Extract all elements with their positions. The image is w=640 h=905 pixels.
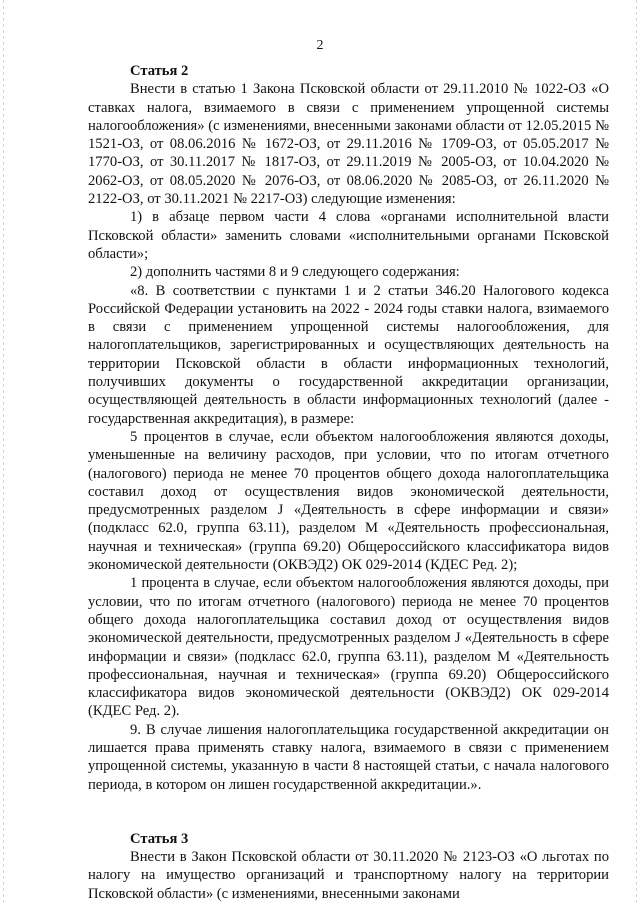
- scan-edge-left: [3, 0, 4, 905]
- article-2-paragraph: Внести в статью 1 Закона Псковской области от 29.11.2010 № 1022-ОЗ «О ставках налога, взимаемого в связи с применением упрощенной системы налогообложения» (с изменениями, внесенными законами области от 12.05.2015 № 1521-ОЗ, от 08.06.2016 № 1672-ОЗ, от 29.11.2016 № 1709-ОЗ, от 05.05.2017 № 1770-ОЗ, от 30.11.2017 № 1817-ОЗ, от 29.11.2019 № 2005-ОЗ, от 10.04.2020 № 2062-ОЗ, от 08.05.2020 № 2076-ОЗ, от 08.06.2020 № 2085-ОЗ, от 26.11.2020 № 2122-ОЗ, от 30.11.2021 № 2217-ОЗ) следующие изменения:: [88, 81, 609, 208]
- article-2-heading: Статья 2: [130, 63, 189, 79]
- article-2-paragraph: 1 процента в случае, если объектом налогообложения являются доходы, при условии, что по итогам отчетного (налогового) периода не менее 70 процентов общего дохода налогоплательщика составил доход от осуществления видов экономической деятельности, предусмотренных разделом J «Деятельность в сфере информации и связи» (подкласс 62.0, группа 63.11), разделом M «Деятельность профессиональная, научная и техническая» (группа 69.20) Общероссийского классификатора видов экономической деятельности (ОКВЭД2) ОК 029-2014 (КДЕС Ред. 2).: [88, 575, 609, 720]
- article-3-heading: Статья 3: [130, 830, 189, 847]
- article-2-paragraph: 1) в абзаце первом части 4 слова «органами исполнительной власти Псковской области» заменить словами «исполнительными органами Псковской области»;: [88, 209, 609, 262]
- document-body: [88, 62, 609, 903]
- scan-edge-right: [636, 0, 637, 905]
- article-2-paragraph: «8. В соответствии с пунктами 1 и 2 статьи 346.20 Налогового кодекса Российской Федерации установить на 2022 - 2024 годы ставки налога, взимаемого в связи с применением упрощенной системы налогообложения, для налогоплательщиков, зарегистрированных и осуществляющих деятельность на территории Псковской области в области информационных технологий, получивших документы о государственной аккредитации организации, осуществляющей деятельность в области информационных технологий (далее - государственная аккредитация), в размере:: [88, 282, 609, 427]
- section-spacer: [88, 794, 609, 812]
- article-2-paragraph: 9. В случае лишения налогоплательщика государственной аккредитации он лишается права применять ставку налога, взимаемого в связи с применением упрощенной системы, указанную в части 8 настоящей статьи, с начала налогового периода, в котором он лишен государственной аккредитации.».: [88, 721, 609, 793]
- article-2-paragraph: 5 процентов в случае, если объектом налогообложения являются доходы, уменьшенные на величину расходов, при условии, что по итогам отчетного (налогового) периода не менее 70 процентов общего дохода налогоплательщика составил доход от осуществления видов экономической деятельности, предусмотренных разделом J «Деятельность в сфере информации и связи» (подкласс 62.0, группа 63.11), разделом M «Деятельность профессиональная, научная и техническая» (группа 69.20) Общероссийского классификатора видов экономической деятельности (ОКВЭД2) ОК 029-2014 (КДЕС Ред. 2);: [88, 428, 609, 574]
- article-2-paragraph: 2) дополнить частями 8 и 9 следующего содержания:: [130, 264, 460, 281]
- article-3-paragraph: Внести в Закон Псковской области от 30.11.2020 № 2123-ОЗ «О льготах по налогу на имущество организаций и транспортному налогу на территории Псковской области» (с изменениями, внесенными законами: [88, 849, 609, 902]
- page-number: 2: [316, 38, 324, 53]
- section-spacer: [88, 812, 609, 830]
